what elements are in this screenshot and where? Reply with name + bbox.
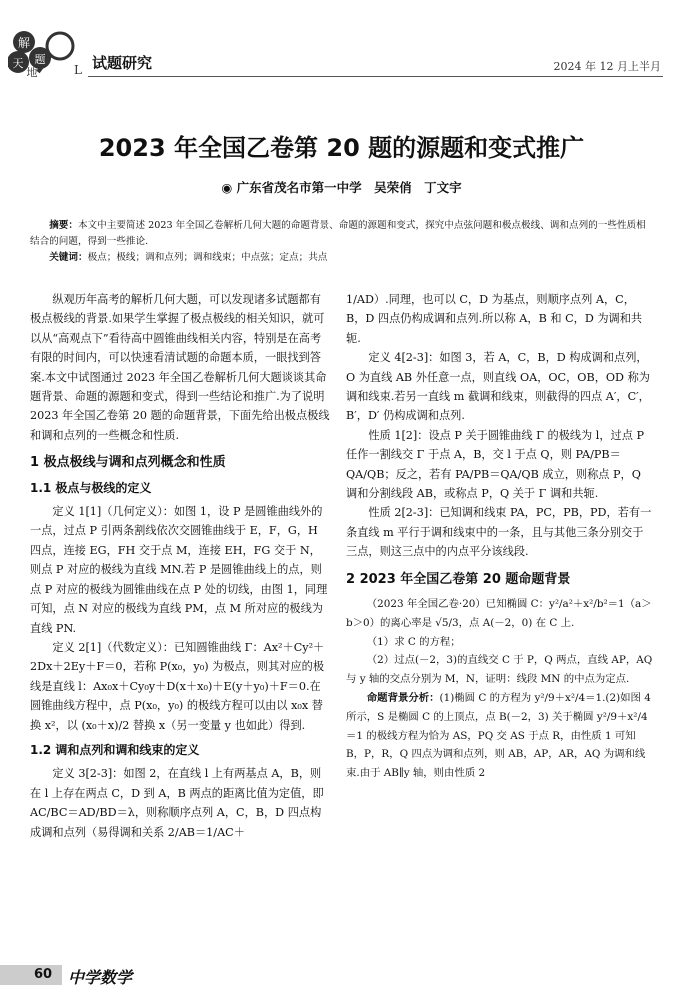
- magazine-name: 中学数学: [68, 968, 133, 987]
- keywords-label: 关键词：: [49, 252, 88, 263]
- property-2: 性质 2[2-3]：已知调和线束 PA，PC，PB，PD，若有一条直线 m 平行于调和线束中的一条，且与其他三条分别交于三点，则这三点中的内点平分该线段.: [346, 506, 652, 559]
- article-title: 2023 年全国乙卷第 20 题的源题和变式推广: [98, 134, 585, 162]
- section-2-heading: 2 2023 年全国乙卷第 20 题命题背景: [346, 571, 571, 587]
- left-column: [30, 290, 330, 842]
- abstract-text: 本文中主要简述 2023 年全国乙卷解析几何大题的命题背景、命题的源题和变式，探究中点弦问题和极点极线、调和点列的一些性质相结合的问题，得到一些推论.: [30, 220, 646, 247]
- page-number-box: [0, 965, 62, 985]
- analysis-label: 命题背景分析：: [366, 692, 440, 705]
- keywords-paragraph: [30, 250, 654, 266]
- definition-2: 定义 2[1]（代数定义）：已知圆锥曲线 Γ：Ax²＋Cy²＋2Dx＋2Ey＋F＝0，若称 P(x₀，y₀) 为极点，则其对应的极线是直线 l：Ax₀x＋Cy₀y＋D(x＋x₀)＋E(y＋y₀)＋F＝0.在圆锥曲线方程中，点 P(x₀，y₀) 的极线方程可以由以 x₀x 替换 x²，以 (x₀＋x)/2 替换 x（另一变量 y 也如此）得到.: [30, 640, 325, 732]
- article-authors: ◉ 广东省茂名市第一中学 吴荣俏 丁文宇: [221, 180, 462, 195]
- section-1-heading: 1 极点极线与调和点列概念和性质: [30, 455, 226, 471]
- magnifier-logo-icon: [8, 28, 86, 78]
- property-1: 性质 1[2]：设点 P 关于圆锥曲线 Γ 的极线为 l，过点 P 任作一割线交 Γ 于点 A，B，交 l 于点 Q，则 PA/PB＝QA/QB；反之，若有 PA/PB＝QA/QB 成立，则称点 P，Q 调和分割线段 AB，或称点 P，Q 关于 Γ 调和共轭.: [346, 428, 645, 501]
- logo-char-1: 解: [17, 36, 31, 50]
- header-rule: [88, 76, 663, 77]
- abstract-paragraph: [30, 218, 654, 250]
- analysis-paragraph: [346, 689, 654, 783]
- section-title: 试题研究: [92, 54, 153, 72]
- page-number: 60: [34, 967, 53, 982]
- abstract-label: 摘要：: [49, 220, 78, 231]
- definition-1: 定义 1[1]（几何定义）：如图 1，设 P 是圆锥曲线外的一点，过点 P 引两条割线依次交圆锥曲线于 E，F，G，H 四点，连接 EG，FH 交于点 M，连接 EH，FG 交于 N，则点 P 对应的极线为直线 MN.若 P 是圆锥曲线上的点，则点 P 对应的极线为圆锥曲线在点 P 处的切线，由图 1，同理可知，点 N 对应的极线为直线 PM，点 M 所对应的极线为直线 PN.: [30, 505, 328, 635]
- question-1: （1）求 C 的方程；: [366, 635, 461, 648]
- abstract-block: [30, 218, 654, 266]
- question-2: （2）过点(－2，3)的直线交 C 于 P，Q 两点，直线 AP，AQ 与 y 轴的交点分别为 M，N，证明：线段 MN 的中点为定点.: [346, 654, 653, 686]
- logo-char-4: 地: [26, 66, 38, 78]
- section-1-1-heading: 1.1 极点与极线的定义: [30, 480, 152, 495]
- analysis-text: (1)椭圆 C 的方程为 y²/9＋x²/4＝1.(2)如图 4 所示，S 是椭圆 C 的上顶点，点 B(－2，3) 关于椭圆 y²/9＋x²/4＝1 的极线方程为恰为 AS，PQ 交 AS 于点 R，由性质 1 可知 B，P，R，Q 四点为调和点列，则 AB，AP，AR，AQ 为调和线束.由于 AB∥y 轴，则由性质 2: [346, 692, 651, 780]
- definition-4: 定义 4[2-3]：如图 3，若 A，C，B，D 构成调和点列，O 为直线 AB 外任意一点，则直线 OA，OC，OB，OD 称为调和线束.若另一直线 m 截调和线束，则截得的四点 A′，C′，B′，D′ 仍构成调和点列.: [346, 351, 650, 423]
- section-1-2-heading: 1.2 调和点列和调和线束的定义: [30, 742, 200, 757]
- right-column: [346, 290, 654, 783]
- definition-3: 定义 3[2-3]：如图 2，在直线 l 上有两基点 A，B，则在 l 上存在两点 C，D 到 A，B 两点的距离比值为定值，即 AC/BC＝AD/BD＝λ，则称顺序点列 A，C，B，D 四点构成调和点列（易得调和关系 2/AB＝1/AC＋: [30, 767, 324, 839]
- logo-char-2: 题: [34, 53, 46, 66]
- issue-date: 2024 年 12 月上半月: [553, 60, 661, 73]
- header-logo: [8, 28, 86, 78]
- intro-paragraph: 纵观历年高考的解析几何大题，可以发现诸多试题都有极点极线的背景.如果学生掌握了极点极线的相关知识，就可以从“高观点下”看待高中圆锥曲线相关内容，特别是在高考有限的时间内，可以快速看清试题的命题本质，一眼找到答案.本文中试图通过 2023 年全国乙卷解析几何大题谈谈其命题背景、命题的源题和变式，得到一些结论和推广.为了说明 2023 年全国乙卷第 20 题的命题背景，下面先给出极点极线和调和点列的一些概念和性质.: [30, 293, 330, 442]
- footer-bar: [0, 965, 683, 985]
- logo-letter: L: [74, 63, 82, 77]
- keywords-text: 极点；极线；调和点列；调和线束；中点弦；定点；共点: [87, 252, 328, 263]
- exam-problem: （2023 年全国乙卷·20）已知椭圆 C：y²/a²＋x²/b²＝1（a＞b＞0）的离心率是 √5/3，点 A(－2，0) 在 C 上.: [346, 598, 652, 629]
- continuation-text: 1/AD）.同理，也可以 C，D 为基点，则顺序点列 A，C，B，D 四点仍构成调和点列.所以称 A，B 和 C，D 为调和共轭.: [346, 293, 643, 345]
- logo-char-3: 天: [12, 57, 24, 70]
